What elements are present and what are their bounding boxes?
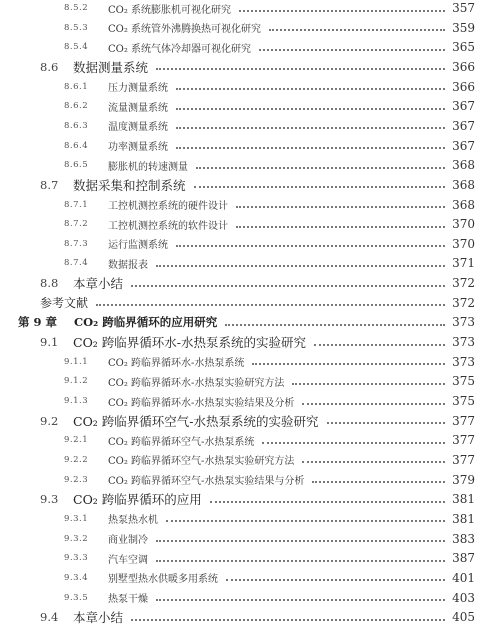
toc-entry[interactable] <box>0 18 493 38</box>
toc-entry-page: 377 <box>452 452 475 467</box>
toc-entry-page: 403 <box>452 590 475 605</box>
toc-entry-title: 数据报表 <box>108 259 148 271</box>
toc-entry-page: 367 <box>452 138 475 153</box>
toc-entry[interactable] <box>0 195 493 215</box>
dot-leader <box>176 87 445 90</box>
toc-entry-title: CO₂ 跨临界循环空气-水热泵系统的实验研究 <box>73 413 319 429</box>
toc-entry-title: 膨胀机的转速测量 <box>108 161 188 173</box>
toc-entry-title: CO₂ 跨临界循环水-水热泵实验结果及分析 <box>108 397 295 409</box>
dot-leader <box>252 362 445 365</box>
dot-leader <box>239 9 445 12</box>
toc-entry-number: 9.3.2 <box>64 533 89 544</box>
toc-entry-title: 温度测量系统 <box>108 122 168 134</box>
toc-entry-title: CO₂ 跨临界循环水-水热泵实验研究方法 <box>108 377 285 389</box>
dot-leader <box>156 539 445 542</box>
toc-entry-title: 功率测量系统 <box>108 142 168 153</box>
toc-entry-title: CO₂ 跨临界循环水-水热泵系统的实验研究 <box>73 335 307 350</box>
dot-leader <box>292 382 445 385</box>
toc-entry-number: 9.2.1 <box>64 435 89 446</box>
dot-leader <box>176 244 445 247</box>
toc-entry[interactable] <box>0 489 493 509</box>
toc-entry-number: 9.3 <box>40 492 59 507</box>
toc-entry-title: CO₂ 系统气体冷却器可视化研究 <box>108 43 252 55</box>
toc-entry-page: 370 <box>452 236 475 251</box>
toc-entry[interactable] <box>0 312 493 332</box>
toc-entry[interactable] <box>0 116 493 136</box>
toc-entry-page: 381 <box>452 511 475 526</box>
toc-entry-number: 8.7 <box>40 177 59 192</box>
toc-entry[interactable] <box>0 450 493 470</box>
toc-entry-page: 377 <box>452 433 475 448</box>
dot-leader <box>156 559 445 562</box>
toc-entry-number: 8.7.2 <box>64 219 89 230</box>
toc-entry-title: 参考文献 <box>40 296 89 311</box>
toc-entry-title: 别墅型热水供暖多用系统 <box>108 574 218 586</box>
toc-entry-page: 366 <box>452 59 475 74</box>
toc-entry[interactable] <box>0 371 493 391</box>
toc-entry-page: 371 <box>452 256 475 271</box>
toc-entry-title: 热泵热水机 <box>108 515 158 527</box>
toc-entry-page: 375 <box>452 374 475 389</box>
dot-leader <box>176 126 445 129</box>
toc-entry[interactable] <box>0 529 493 549</box>
dot-leader <box>156 598 445 601</box>
toc-entry-page: 383 <box>452 531 475 546</box>
toc-entry[interactable] <box>0 588 493 608</box>
toc-entry-title: 数据测量系统 <box>73 59 149 75</box>
dot-leader <box>236 205 445 208</box>
dot-leader <box>156 67 445 70</box>
toc-entry-number: 9.4 <box>40 610 59 625</box>
toc-entry-number: 9.2.3 <box>64 474 89 485</box>
toc-entry-number: 8.7.3 <box>64 238 89 249</box>
toc-entry[interactable] <box>0 509 493 529</box>
toc-entry[interactable] <box>0 470 493 490</box>
toc-entry[interactable] <box>0 57 493 77</box>
toc-entry-page: 381 <box>452 492 475 507</box>
toc-entry[interactable] <box>0 548 493 568</box>
toc-entry[interactable] <box>0 234 493 254</box>
toc-entry-title: 商业制冷 <box>108 535 148 546</box>
toc-entry-number: 9.3.5 <box>64 592 89 603</box>
toc-entry[interactable] <box>0 293 493 313</box>
toc-entry-page: 375 <box>452 394 475 408</box>
toc-entry-number: 8.5.3 <box>64 22 89 33</box>
dot-leader <box>210 500 445 503</box>
toc-entry-page: 368 <box>452 177 475 192</box>
toc-entry-title: 数据采集和控制系统 <box>73 177 186 193</box>
toc-entry[interactable] <box>0 411 493 431</box>
toc-entry-page: 379 <box>452 472 475 487</box>
dot-leader <box>302 402 445 405</box>
toc-entry-number: 9.1 <box>40 335 59 349</box>
toc-entry-number: 8.5.4 <box>64 42 89 53</box>
toc-entry-title: CO₂ 系统管外沸腾换热可视化研究 <box>108 24 262 36</box>
toc-entry-title: 工控机测控系统的软件设计 <box>108 220 228 232</box>
toc-entry-page: 373 <box>452 335 475 349</box>
dot-leader <box>225 323 445 326</box>
toc-entry-number: 9.3.4 <box>64 572 89 583</box>
toc-entry-page: 405 <box>452 610 475 625</box>
toc-entry-title: 本章小结 <box>73 610 124 626</box>
toc-entry-title: CO₂ 跨临界循环的应用 <box>73 492 202 508</box>
toc-entry[interactable] <box>0 607 493 627</box>
toc-entry-page: 387 <box>452 551 475 566</box>
toc-entry-number: 9.1.1 <box>64 356 89 367</box>
dot-leader <box>236 225 445 228</box>
toc-entry[interactable] <box>0 96 493 116</box>
toc-entry-title: 热泵干燥 <box>108 594 148 605</box>
toc-entry-number: 9.1.2 <box>64 376 89 387</box>
toc-entry-title: CO₂ 跨临界循环的应用研究 <box>74 315 218 330</box>
dot-leader <box>156 264 445 267</box>
dot-leader <box>96 303 445 306</box>
toc-entry[interactable] <box>0 77 493 97</box>
toc-entry[interactable] <box>0 273 493 293</box>
toc-entry-title: CO₂ 跨临界循环空气-水热泵实验结果与分析 <box>108 476 305 488</box>
toc-entry-title: 流量测量系统 <box>108 102 168 114</box>
toc-entry-page: 373 <box>452 315 475 330</box>
toc-entry-page: 372 <box>452 295 475 310</box>
toc-entry-number: 9.1.3 <box>64 396 89 406</box>
dot-leader <box>196 166 445 169</box>
toc-entry-page: 373 <box>452 354 475 369</box>
toc-entry[interactable] <box>0 136 493 156</box>
toc-entry-page: 359 <box>452 20 475 35</box>
dot-leader <box>259 48 445 51</box>
toc-entry-number: 8.6.3 <box>64 120 89 131</box>
toc-entry[interactable] <box>0 430 493 450</box>
toc-entry-title: CO₂ 跨临界循环水-水热泵系统 <box>108 358 245 370</box>
toc-entry-title: 运行监测系统 <box>108 240 168 252</box>
toc-entry-number: 9.2 <box>40 413 59 428</box>
toc-entry-title: 汽车空调 <box>108 554 148 566</box>
toc-entry-page: 357 <box>452 1 475 15</box>
toc-entry-number: 8.6.4 <box>64 140 89 151</box>
toc-entry-page: 372 <box>452 276 475 291</box>
toc-entry-page: 368 <box>452 158 475 173</box>
dot-leader <box>269 28 445 31</box>
dot-leader <box>226 578 445 581</box>
toc-entry-title: CO₂ 跨临界循环空气-水热泵系统 <box>108 436 255 448</box>
toc-entry-number: 9.3.3 <box>64 553 89 564</box>
dot-leader <box>327 421 445 424</box>
toc-entry-page: 368 <box>452 197 475 212</box>
dot-leader <box>176 107 445 110</box>
toc-entry-title: 压力测量系统 <box>108 83 168 95</box>
toc-entry-page: 370 <box>452 217 475 232</box>
toc-entry-number: 8.5.2 <box>64 3 89 13</box>
toc-entry-number: 8.8 <box>40 276 59 291</box>
toc-entry-title: 工控机测控系统的硬件设计 <box>108 201 228 212</box>
toc-entry-page: 367 <box>452 118 475 133</box>
toc-entry[interactable] <box>0 175 493 195</box>
toc-entry-number: 8.7.4 <box>64 258 89 269</box>
toc-entry[interactable] <box>0 352 493 372</box>
toc-entry-title: CO₂ 跨临界循环空气-水热泵实验研究方法 <box>108 456 295 468</box>
toc-entry-number: 9.3.1 <box>64 513 89 524</box>
toc-entry-page: 365 <box>452 40 475 55</box>
toc-entry-number: 8.6.1 <box>64 81 89 92</box>
toc-entry-number: 8.6.5 <box>64 160 89 171</box>
toc-entry-title: CO₂ 系统膨胀机可视化研究 <box>108 4 232 16</box>
toc-entry[interactable] <box>0 332 493 352</box>
dot-leader <box>166 519 445 522</box>
toc-entry-page: 377 <box>452 413 475 428</box>
toc-entry-title: 本章小结 <box>73 276 124 292</box>
dot-leader <box>302 460 445 463</box>
toc-entry-number: 8.6.2 <box>64 101 89 112</box>
toc-entry-page: 367 <box>452 99 475 114</box>
dot-leader <box>262 441 445 444</box>
dot-leader <box>312 480 445 483</box>
dot-leader <box>194 185 445 188</box>
toc-entry-number: 8.6 <box>40 59 59 74</box>
toc-entry[interactable] <box>0 0 493 18</box>
dot-leader <box>131 618 445 621</box>
dot-leader <box>314 343 445 346</box>
toc-entry-page: 401 <box>452 570 475 585</box>
toc-entry[interactable] <box>0 37 493 57</box>
toc-entry[interactable] <box>0 253 493 273</box>
dot-leader <box>131 284 445 287</box>
toc-entry-number: 9.2.2 <box>64 454 89 465</box>
toc-entry-page: 366 <box>452 79 475 94</box>
toc-entry[interactable] <box>0 214 493 234</box>
dot-leader <box>176 146 445 149</box>
toc-entry[interactable] <box>0 155 493 175</box>
toc-entry[interactable] <box>0 568 493 588</box>
toc-entry-number: 第 9 章 <box>18 315 58 330</box>
toc-entry-number: 8.7.1 <box>64 199 89 210</box>
toc-entry[interactable] <box>0 391 493 411</box>
